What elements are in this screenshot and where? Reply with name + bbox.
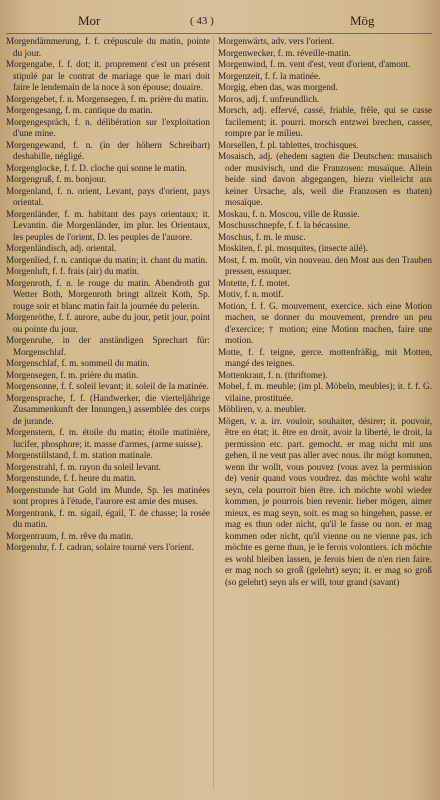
dictionary-entry: Morsch, adj. effervé, cassé, friable, frêle, qui se casse facilement; it. pourri. morsch entzwei brechen, casser, rompre par le milieu. bbox=[218, 105, 432, 138]
dictionary-entry: Motette, f. f. motet. bbox=[218, 277, 290, 288]
dictionary-entry: Morgensonne, f. f. soleil levant; it. soleil de la matinée. bbox=[6, 381, 209, 391]
dictionary-entry: Morgenlied, f. n. cantique du matin; it. chant du matin. bbox=[6, 254, 208, 265]
dictionary-entry: Morgenroth, f. n. le rouge du matin. Abendroth gut Wetter Both, Morgenroth bringt allzeit Koth, Sp. rouge soir et blanc matin fait la journée du pelerin. bbox=[6, 277, 210, 311]
dictionary-entry: Morgenländisch, adj. oriental. bbox=[6, 243, 117, 253]
dictionary-entry: Morgenuhr, f. f. cadran, solaire tourné vers l'orient. bbox=[6, 542, 194, 552]
dictionary-entry: Morgengespräch, f. n. délibération sur l'exploitation d'une mine. bbox=[6, 116, 210, 138]
dictionary-entry: Morgengebet, f. n. Morgensegen, f. m. prière du matin. bbox=[6, 93, 209, 104]
dictionary-entry: Morgenland, f. n. orient, Levant, pays d'orient, pays oriental. bbox=[6, 185, 210, 207]
dictionary-entry: Morgenstunde, f. f. heure du matin. bbox=[6, 473, 137, 483]
dictionary-entry: Möbliren, v. a. meubler. bbox=[218, 404, 306, 414]
dictionary-entry: Morgenstunde hat Gold im Munde, Sp. les matinées sont propres à l'étude, l'aurore est amie des muses. bbox=[6, 484, 210, 506]
dictionary-entry: Morgenwind, f. m. vent d'est, vent d'orient, d'amont. bbox=[218, 59, 411, 69]
right-column bbox=[218, 36, 432, 794]
dictionary-entry: Morgensprache, f. f. (Handwerker, die vierteljährige Zusammenkunft der Innungen,) assemblée des corps de jurande. bbox=[6, 392, 210, 426]
dictionary-entry: Morgenluft, f. f. frais (air) du matin. bbox=[6, 266, 140, 276]
dictionary-entry: Mottenkraut, f. n. (thriftome). bbox=[218, 369, 328, 380]
dictionary-entry: Motion, f. f. G. mouvement, exercice. sich eine Motion machen, se donner du mouvement, prendre un peu d'exercice; † motion; eine Motion machen, faire une motion. bbox=[218, 300, 432, 345]
dictionary-entry: Morgenstern, f. m. étoile du matin; étoile matinière, lucifer, phosphore; it. masse d'armes, (arme suisse). bbox=[6, 427, 210, 449]
dictionary-entry: Morgengewand, f. n. (in der höhern Schreibart) deshabille, négligé. bbox=[6, 139, 210, 161]
dictionary-entry: Moschus, f. m. le musc. bbox=[218, 231, 306, 242]
dictionary-entry: Morgendämmerung, f. f. crépuscule du matin, pointe du jour. bbox=[6, 36, 210, 58]
dictionary-entry: Morgenwärts, adv. vers l'orient. bbox=[218, 36, 335, 46]
dictionary-entry: Moschusschnepfe, f. f. la bécassine. bbox=[218, 220, 351, 230]
dictionary-entry: Morgengruß, f. m. bonjour. bbox=[6, 174, 107, 184]
dictionary-entry: Moskiten, f. pl. mosquites, (insecte ailé). bbox=[218, 243, 369, 253]
dictionary-entry: Moskau, f. n. Moscou, ville de Russie. bbox=[218, 208, 360, 219]
dictionary-entry: Motiv, f. n. motif. bbox=[218, 289, 284, 299]
page-number: ( 43 ) bbox=[190, 15, 214, 27]
dictionary-entry: Morgig, eben das, was morgend. bbox=[218, 82, 338, 92]
dictionary-entry: Morgenschlaf, f. m. sommeil du matin. bbox=[6, 358, 150, 368]
dictionary-entry: Mobel, f. m. meuble; (im pl. Möbeln, meubles); it. f. f. G. vilaine, prostituée. bbox=[218, 381, 432, 403]
dictionary-entry: Mosaisch, adj. (ehedem sagten die Deutschen: musaisch oder musivisch, und die Franzosen: musaïque. Allein beide sind davon abgegangen, hiezu vielleicht aus keiner Ursache, als, weil die Franzosen es thaten) mosaïque. bbox=[218, 151, 432, 207]
dictionary-entry: Moros, adj. f. unfreundlich. bbox=[218, 93, 320, 104]
header-rule bbox=[6, 33, 432, 34]
dictionary-entry: Most, f. m. moût, vin nouveau. den Most aus den Trauben pressen, essuquer. bbox=[218, 254, 432, 276]
dictionary-entry: Morgengabe, f. f. dot; it. proprement c'est un présent stipulé par le contrat de mariage que le mari doit faire le lendemain de la noce à son épouse; douaire. bbox=[6, 59, 210, 92]
dictionary-entry: Morgenstillstand, f. m. station matinale. bbox=[6, 450, 153, 460]
dictionary-entry: Motte, f. f. teigne, gerce. mottenfräßig, mit Motten, mangé des teignes. bbox=[218, 346, 432, 368]
header-left-catchword: Mor bbox=[78, 13, 101, 28]
page-header bbox=[0, 8, 440, 34]
dictionary-entry: Morgenglocke, f. f. D. cloche qui sonne le matin. bbox=[6, 162, 187, 173]
dictionary-entry: Morsellen, f. pl. tablettes, trochisques. bbox=[218, 139, 359, 150]
dictionary-entry: Morgenländer, f. m. habitant des pays orientaux; it. Levantin. die Morgenländer, im plur. les Orientaux, les peuples de l'orient, D. les peuples de l'aurore. bbox=[6, 208, 210, 242]
dictionary-entry: Morgenruhe, in der anständigen Sprechart für: Morgenschlaf. bbox=[6, 335, 210, 357]
dictionary-entry: Morgenstrahl, f. m. rayon du soleil levant. bbox=[6, 461, 161, 472]
left-column bbox=[6, 36, 210, 794]
column-divider bbox=[213, 36, 214, 790]
dictionary-entry: Morgengesang, f. m. cantique du matin. bbox=[6, 105, 153, 115]
dictionary-entry: Morgenwecker, f. m. réveille-matin. bbox=[218, 47, 351, 58]
dictionary-entry: Morgensegen, f. m. prière du matin. bbox=[6, 369, 139, 380]
dictionary-entry: Morgentrank, f. m. sigail, égail, T. de chasse; la rosée du matin. bbox=[6, 507, 210, 529]
dictionary-entry: Morgenzeit, f. f. la matinée. bbox=[218, 70, 321, 81]
header-right-catchword: Mög bbox=[350, 13, 375, 28]
dictionary-entry: Morgenröthe, f. f. aurore, aube du jour, petit jour, point ou pointe du jour. bbox=[6, 312, 210, 334]
dictionary-entry: Mögen, v. a. irr. vouloir, souhaiter, désirer; it. pouvoir, être en état; it. être en droit, avoir la liberté, le droit, la permission etc. part. gemocht. er mag nicht mit uns gehen, il ne veut pas aller avec nous. ihr mögt kommen, wenn ihr wollt, vous pouvez (vous avez la permission de) venir quand vous voudrez. das möchte wohl wahr seyn, cela pourroit bien être. ich möchte wohl wieder kommen, je pourrois bien revenir. lieber mögen, aimer mieux, es mag seyn, soit. es mag so hingehen, passe. er mag es thun oder nicht, qu'il le fasse ou non. er mag kommen oder nicht, qu'il vienne ou ne vienne pas. ich möchte es gerne thun, je le ferois volontiers. ich möchte es wohl bleiben lassen, je ferois bien de n'en rien faire. er mag noch so groß (gelehrt) seyn; it. er mag so groß (so gelehrt) seyn als er will, tour grand (savant) bbox=[218, 415, 432, 587]
dictionary-entry: Morgentraum, f. m. rêve du matin. bbox=[6, 530, 134, 541]
